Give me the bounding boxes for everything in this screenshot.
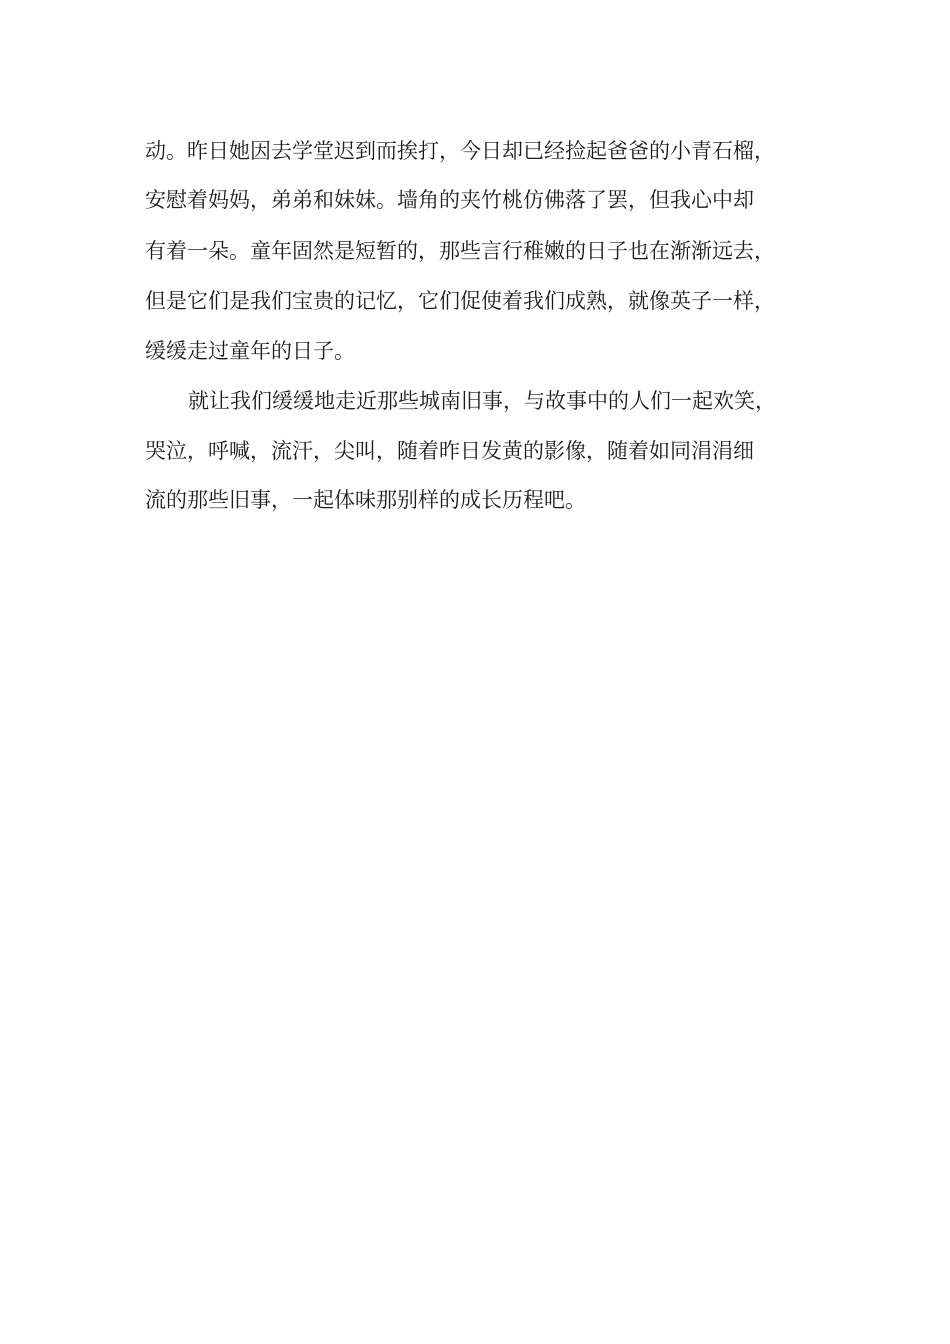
- paragraph-1-line-2: 安慰着妈妈，弟弟和妹妹。墙角的夹竹桃仿佛落了罢，但我心中却: [145, 188, 754, 212]
- paragraph-2-line-3: 流的那些旧事，一起体味那别样的成长历程吧。: [145, 488, 586, 512]
- paragraph-1-line-1: 动。昨日她因去学堂迟到而挨打，今日却已经捡起爸爸的小青石榴，: [145, 139, 775, 163]
- paragraph-1-line-4: 但是它们是我们宝贵的记忆，它们促使着我们成熟，就像英子一样，: [145, 289, 775, 313]
- paragraph-2-line-1: 就让我们缓缓地走近那些城南旧事，与故事中的人们一起欢笑，: [188, 389, 776, 413]
- paragraph-2-line-2: 哭泣，呼喊，流汗，尖叫，随着昨日发黄的影像，随着如同涓涓细: [145, 439, 754, 463]
- paragraph-1-line-3: 有着一朵。童年固然是短暂的，那些言行稚嫩的日子也在渐渐远去，: [145, 239, 775, 263]
- paragraph-1-line-5: 缓缓走过童年的日子。: [145, 339, 355, 363]
